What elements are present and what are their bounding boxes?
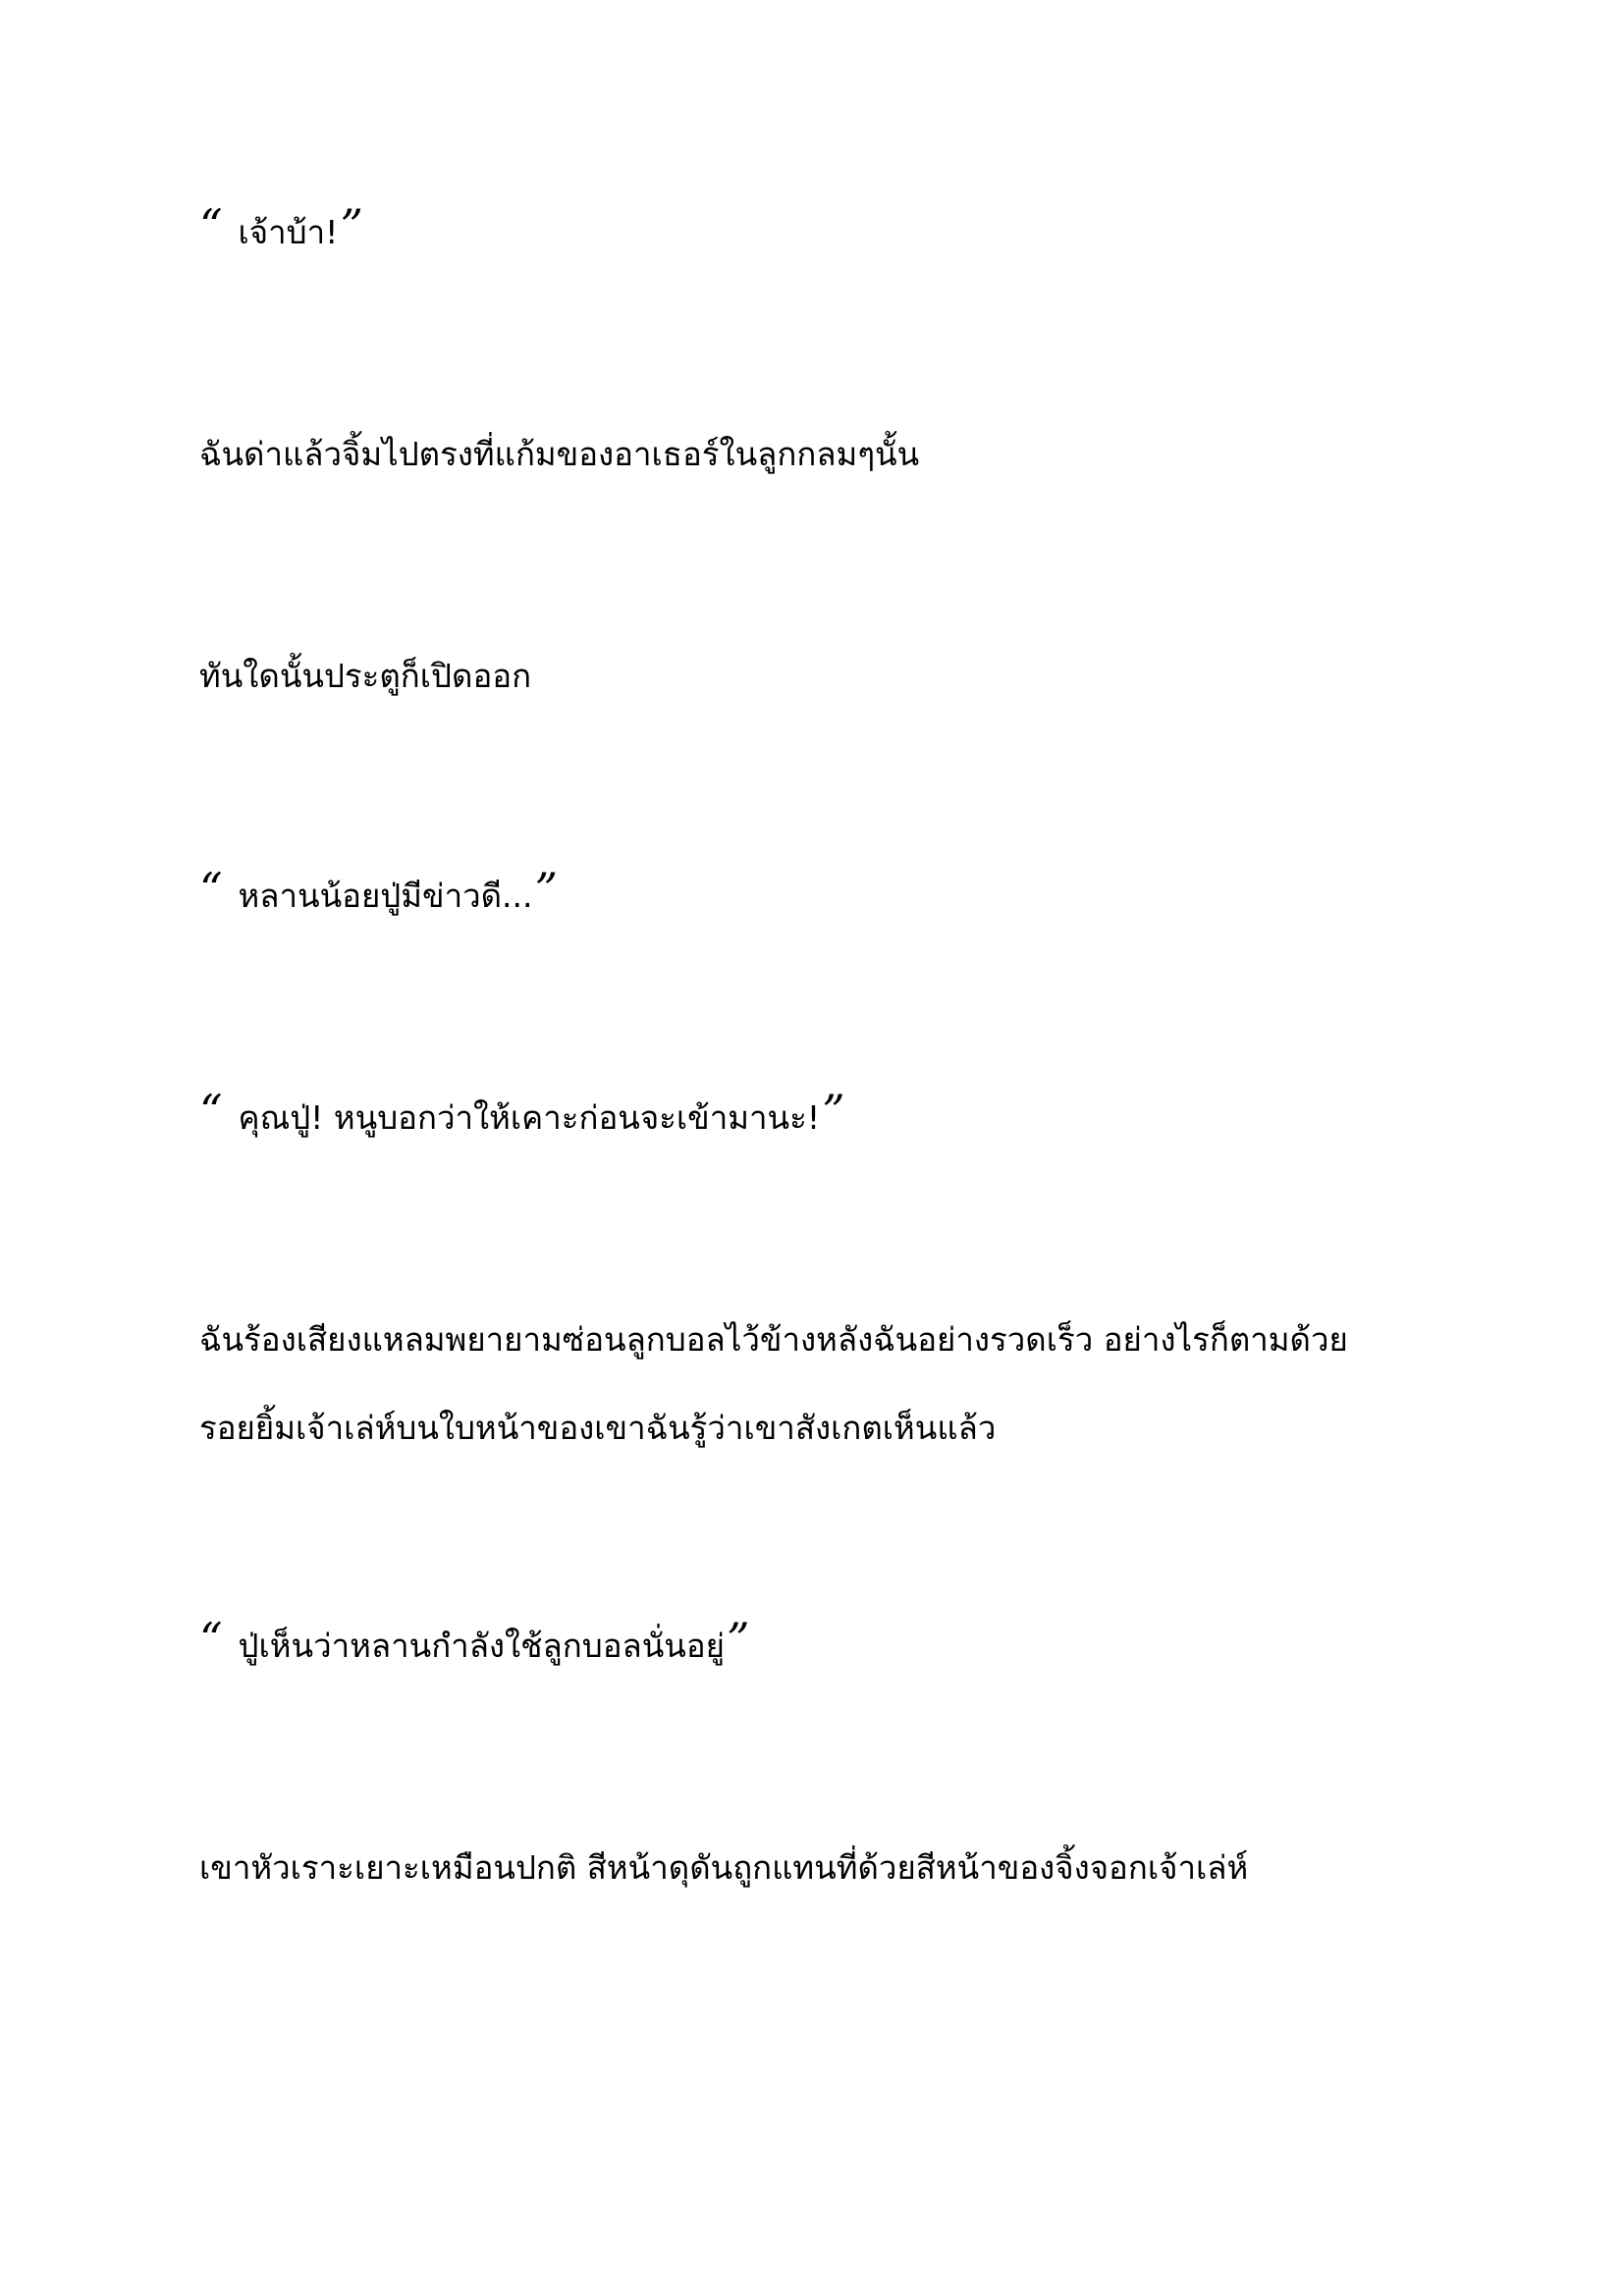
close-quote: ” <box>822 1085 845 1138</box>
narration-paragraph <box>199 1296 1348 1472</box>
narration-text: ทันใดนั้นประตูก็เปิดออก <box>199 657 532 695</box>
dialogue-paragraph <box>199 1074 845 1162</box>
open-quote: “ <box>199 1613 223 1666</box>
close-quote: ” <box>534 863 559 916</box>
dialogue-text: เจ้าบ้า! <box>238 213 339 251</box>
open-quote: “ <box>199 199 223 252</box>
narration-paragraph <box>199 632 531 721</box>
close-quote: ” <box>727 1613 750 1666</box>
narration-text: ฉันด่าแล้วจิ้มไปตรงที่แก้มของอาเธอร์ในลูกกลมๆนั้น <box>199 435 920 473</box>
dialogue-paragraph <box>199 188 363 277</box>
narration-paragraph <box>199 410 919 499</box>
dialogue-paragraph <box>199 1602 750 1690</box>
open-quote: “ <box>199 1085 223 1138</box>
open-quote: “ <box>199 863 223 916</box>
narration-text: เขาหัวเราะเยาะเหมือนปกติ สีหน้าดุดันถูกแทนที่ด้วยสีหน้าของจิ้งจอกเจ้าเล่ห์ <box>199 1848 1249 1887</box>
dialogue-text: ปู่เห็นว่าหลานกำลังใช้ลูกบอลนั่นอยู่ <box>238 1627 726 1665</box>
dialogue-text: คุณปู่! หนูบอกว่าให้เคาะก่อนจะเข้ามานะ! <box>238 1098 821 1137</box>
dialogue-text: หลานน้อยปู่มีข่าวดี... <box>238 877 533 915</box>
narration-line: ฉันร้องเสียงแหลมพยายามซ่อนลูกบอลไว้ข้างหลังฉันอย่างรวดเร็ว อย่างไรก็ตามด้วย <box>199 1320 1348 1359</box>
dialogue-paragraph <box>199 852 558 940</box>
narration-paragraph <box>199 1824 1248 1912</box>
close-quote: ” <box>340 199 363 252</box>
narration-line: รอยยิ้มเจ้าเล่ห์บนใบหน้าของเขาฉันรู้ว่าเขาสังเกตเห็นแล้ว <box>199 1409 997 1447</box>
